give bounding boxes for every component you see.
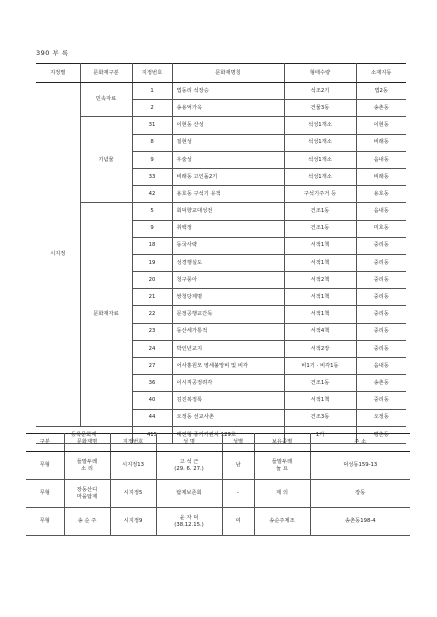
header-person: 성 명 bbox=[156, 434, 222, 452]
location-cell: 중리동 bbox=[356, 289, 406, 306]
heritage-name-cell: 청구풍아 bbox=[172, 272, 284, 289]
designation-number-cell: 2 bbox=[132, 100, 172, 117]
heritage-name-cell: 동산세가통적 bbox=[172, 323, 284, 340]
category-cell: 무형 bbox=[26, 452, 64, 480]
heritage-name-cell: 질현성 bbox=[172, 134, 284, 151]
header-type: 문화재구분 bbox=[80, 64, 132, 83]
sex-cell: 남 bbox=[222, 452, 254, 480]
location-cell: 중리동 bbox=[356, 340, 406, 357]
heritage-name-cell: 용호동 구석기 유적 bbox=[172, 186, 284, 203]
header-quantity: 형태수량 bbox=[284, 64, 356, 83]
designation-number-cell: 23 bbox=[132, 323, 172, 340]
heritage-name-cell: 박인년교지 bbox=[172, 340, 284, 357]
designation-number-cell: 5 bbox=[132, 203, 172, 220]
heritage-name-cell: 김진복정록 bbox=[172, 392, 284, 409]
address-cell: 송촌동198-4 bbox=[310, 508, 410, 536]
designation-number-cell: 40 bbox=[132, 392, 172, 409]
designation-number-cell: 19 bbox=[132, 254, 172, 271]
designation-number-cell: 33 bbox=[132, 168, 172, 185]
quantity-cell: 서적1책 bbox=[284, 254, 356, 271]
quantity-cell: 서적1책 bbox=[284, 289, 356, 306]
designation-number-cell: 36 bbox=[132, 375, 172, 392]
table-row bbox=[36, 117, 406, 134]
quantity-cell: 건조1동 bbox=[284, 375, 356, 392]
quantity-cell: 서적4책 bbox=[284, 323, 356, 340]
header-location: 소재지동 bbox=[356, 64, 406, 83]
location-cell: 비래동 bbox=[356, 168, 406, 185]
location-cell: 중리동 bbox=[356, 272, 406, 289]
location-cell: 송촌동 bbox=[356, 100, 406, 117]
location-cell: 읍내동 bbox=[356, 203, 406, 220]
quantity-cell: 비1기 · 비각1동 bbox=[284, 358, 356, 375]
designation-number-cell: 21 bbox=[132, 289, 172, 306]
table-row bbox=[26, 508, 410, 536]
address-cell: 장동 bbox=[310, 480, 410, 508]
holder-type-cell: 들말두레 놀 요 bbox=[254, 452, 310, 480]
table-header-row bbox=[36, 64, 406, 83]
location-cell: 법2동 bbox=[356, 83, 406, 100]
heritage-name-cell: 성경행실도 bbox=[172, 254, 284, 271]
category-cell: 무형 bbox=[26, 508, 64, 536]
heritage-name-cell: 취백정 bbox=[172, 220, 284, 237]
location-cell: 중리동 bbox=[356, 306, 406, 323]
page-header: 390 부 록 bbox=[36, 49, 69, 57]
quantity-cell: 석성1개소 bbox=[284, 168, 356, 185]
table-row bbox=[36, 83, 406, 100]
heritage-name-cell: 문정공행교간독 bbox=[172, 306, 284, 323]
location-cell: 송촌동 bbox=[356, 375, 406, 392]
designation-number-cell: 9 bbox=[132, 220, 172, 237]
heritage-name-cell: 우술성 bbox=[172, 151, 284, 168]
quantity-cell: 석조2기 bbox=[284, 83, 356, 100]
heritage-name-cell: 송용억가옥 bbox=[172, 100, 284, 117]
quantity-cell: 석성1개소 bbox=[284, 117, 356, 134]
designation-number-cell: 1 bbox=[132, 83, 172, 100]
intangible-heritage-table bbox=[26, 433, 410, 536]
location-cell: 미호동 bbox=[356, 220, 406, 237]
heritage-name-cell: 동국사략 bbox=[172, 237, 284, 254]
heritage-name-cell: 이시직공정려각 bbox=[172, 375, 284, 392]
table-row bbox=[26, 480, 410, 508]
header-designation: 지정별 bbox=[36, 64, 80, 83]
designation-number-cell: 415 bbox=[132, 426, 172, 443]
location-cell: 용호동 bbox=[356, 186, 406, 203]
location-cell: 중리동 bbox=[356, 237, 406, 254]
designation-number-cell: 시지정9 bbox=[110, 508, 156, 536]
address-cell: 덕성동159-13 bbox=[310, 452, 410, 480]
quantity-cell: 건물3동 bbox=[284, 100, 356, 117]
designation-number-cell: 18 bbox=[132, 237, 172, 254]
quantity-cell: 서적2장 bbox=[284, 340, 356, 357]
header-sex: 성별 bbox=[222, 434, 254, 452]
table-row bbox=[36, 203, 406, 220]
location-cell: 이현동 bbox=[356, 117, 406, 134]
quantity-cell: 건조3동 bbox=[284, 409, 356, 426]
designation-number-cell: 44 bbox=[132, 409, 172, 426]
quantity-cell: 서적1책 bbox=[284, 306, 356, 323]
heritage-name-cell: 대전형 증기기관차 129호 bbox=[172, 426, 284, 443]
sex-cell: - bbox=[222, 480, 254, 508]
quantity-cell: 건조1동 bbox=[284, 220, 356, 237]
location-cell: 오정동 bbox=[356, 409, 406, 426]
header-number: 지정번호 bbox=[132, 64, 172, 83]
heritage-group-cell: 기념물 bbox=[80, 117, 132, 203]
heritage-name-cell: 들말두레 소 리 bbox=[64, 452, 110, 480]
designation-number-cell: 시지정13 bbox=[110, 452, 156, 480]
location-cell: 중리동 bbox=[356, 392, 406, 409]
location-cell: 읍내동 bbox=[356, 358, 406, 375]
location-cell: 평촌동 bbox=[356, 426, 406, 443]
quantity-cell: 건조1동 bbox=[284, 203, 356, 220]
header-name: 문화재명칭 bbox=[172, 64, 284, 83]
quantity-cell: 구석기주거 등 bbox=[284, 186, 356, 203]
designation-number-cell: 27 bbox=[132, 358, 172, 375]
header-address: 주 소 bbox=[310, 434, 410, 452]
table-header-row bbox=[26, 434, 410, 452]
quantity-cell: 석성1개소 bbox=[284, 151, 356, 168]
header-category: 구분 bbox=[26, 434, 64, 452]
sex-cell: 여 bbox=[222, 508, 254, 536]
heritage-name-cell: 송 순 주 bbox=[64, 508, 110, 536]
person-cell: 탑제보존회 bbox=[156, 480, 222, 508]
heritage-group-cell: 문화재자료 bbox=[80, 203, 132, 426]
holder-type-cell: 제 의 bbox=[254, 480, 310, 508]
quantity-cell: 서적1책 bbox=[284, 392, 356, 409]
heritage-name-cell: 장동산디 마을탑제 bbox=[64, 480, 110, 508]
quantity-cell: 1기 bbox=[284, 426, 356, 443]
heritage-name-cell: 어사홍원모 영세불망비 및 비각 bbox=[172, 358, 284, 375]
registered-label-cell: 등록문화재 bbox=[36, 426, 132, 443]
designation-number-cell: 22 bbox=[132, 306, 172, 323]
designation-number-cell: 42 bbox=[132, 186, 172, 203]
designation-number-cell: 20 bbox=[132, 272, 172, 289]
designation-number-cell: 시지정5 bbox=[110, 480, 156, 508]
header-holder-type: 보유종별 bbox=[254, 434, 310, 452]
quantity-cell: 석성1개소 bbox=[284, 134, 356, 151]
quantity-cell: 서적1책 bbox=[284, 237, 356, 254]
heritage-name-cell: 쌍청당제명 bbox=[172, 289, 284, 306]
header-heritage-name: 문화재명 bbox=[64, 434, 110, 452]
person-cell: 고 석 근 (29. 6. 27.) bbox=[156, 452, 222, 480]
location-cell: 중리동 bbox=[356, 323, 406, 340]
location-cell: 비래동 bbox=[356, 134, 406, 151]
designation-category-cell: 시지정 bbox=[36, 83, 80, 427]
category-cell: 무형 bbox=[26, 480, 64, 508]
designation-number-cell: 24 bbox=[132, 340, 172, 357]
table-row bbox=[26, 452, 410, 480]
heritage-group-cell: 민속자료 bbox=[80, 83, 132, 117]
heritage-name-cell: 비래동 고인돌2기 bbox=[172, 168, 284, 185]
location-cell: 중리동 bbox=[356, 254, 406, 271]
cultural-heritage-table bbox=[36, 63, 406, 444]
person-cell: 윤 자 덕 (38.12.15.) bbox=[156, 508, 222, 536]
heritage-name-cell: 법동리 석장승 bbox=[172, 83, 284, 100]
designation-number-cell: 9 bbox=[132, 151, 172, 168]
header-number: 지정번호 bbox=[110, 434, 156, 452]
designation-number-cell: 8 bbox=[132, 134, 172, 151]
holder-type-cell: 송순주제조 bbox=[254, 508, 310, 536]
heritage-name-cell: 오정동 선교사촌 bbox=[172, 409, 284, 426]
quantity-cell: 서적2책 bbox=[284, 272, 356, 289]
designation-number-cell: 31 bbox=[132, 117, 172, 134]
heritage-name-cell: 이현동 산성 bbox=[172, 117, 284, 134]
location-cell: 읍내동 bbox=[356, 151, 406, 168]
heritage-name-cell: 회덕향교대성전 bbox=[172, 203, 284, 220]
